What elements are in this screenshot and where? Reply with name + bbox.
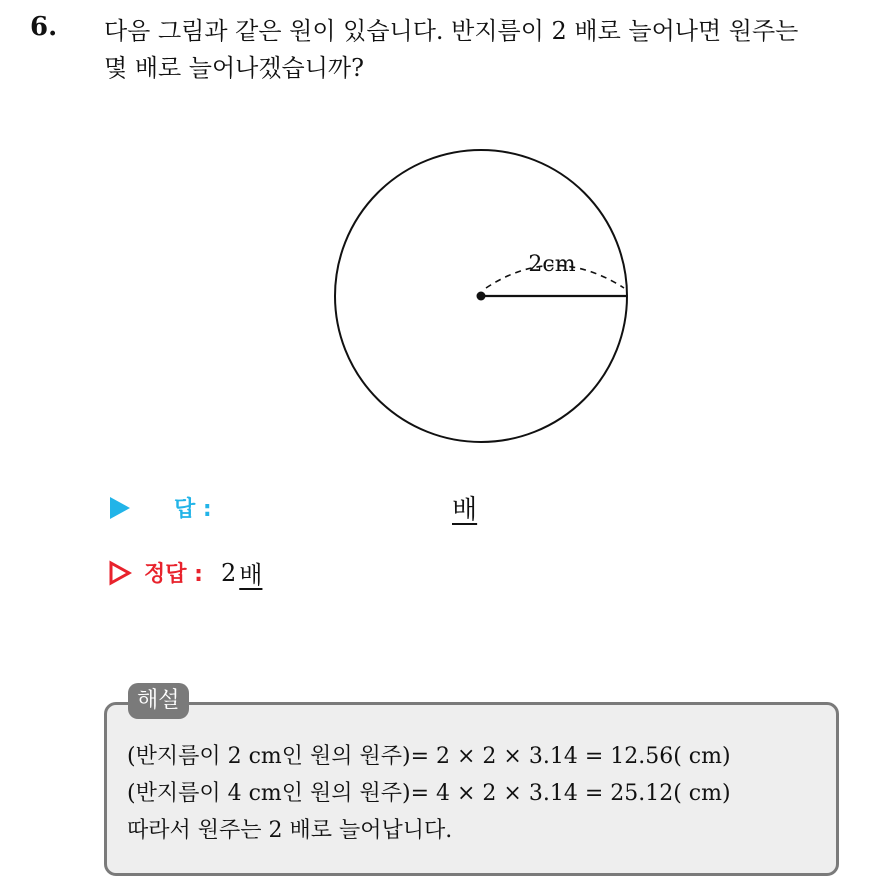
answer-unit: 배 (452, 495, 478, 525)
play-filled-icon (110, 497, 130, 519)
correct-answer-row (108, 555, 262, 590)
circle-figure (330, 148, 640, 452)
question-text: 다음 그림과 같은 원이 있습니다. 반지름이 2 배로 늘어나면 원주는 몇 배로 늘어나겠습니까? (104, 17, 799, 82)
solution-tag: 해설 (128, 683, 189, 719)
correct-answer-unit: 배 (239, 561, 263, 589)
center-point (477, 292, 486, 301)
solution-line: (반지름이 2 cm인 원의 원주)= 2 × 2 × 3.14 = 12.56( cm) (127, 744, 731, 769)
correct-answer-value: 2 (220, 558, 237, 587)
correct-answer-label: 정답 : (144, 562, 203, 587)
play-outline-icon (108, 560, 132, 586)
solution-line: 따라서 원주는 2 배로 늘어납니다. (127, 818, 453, 843)
solution-line: (반지름이 4 cm인 원의 원주)= 4 × 2 × 3.14 = 25.12( cm) (127, 781, 731, 806)
question-number: 6. (30, 12, 58, 42)
answer-label: 답 : (174, 497, 212, 522)
radius-label: 2cm (528, 252, 576, 277)
circle-diagram (330, 148, 640, 448)
answer-row (108, 492, 212, 523)
solution-text (127, 738, 731, 849)
